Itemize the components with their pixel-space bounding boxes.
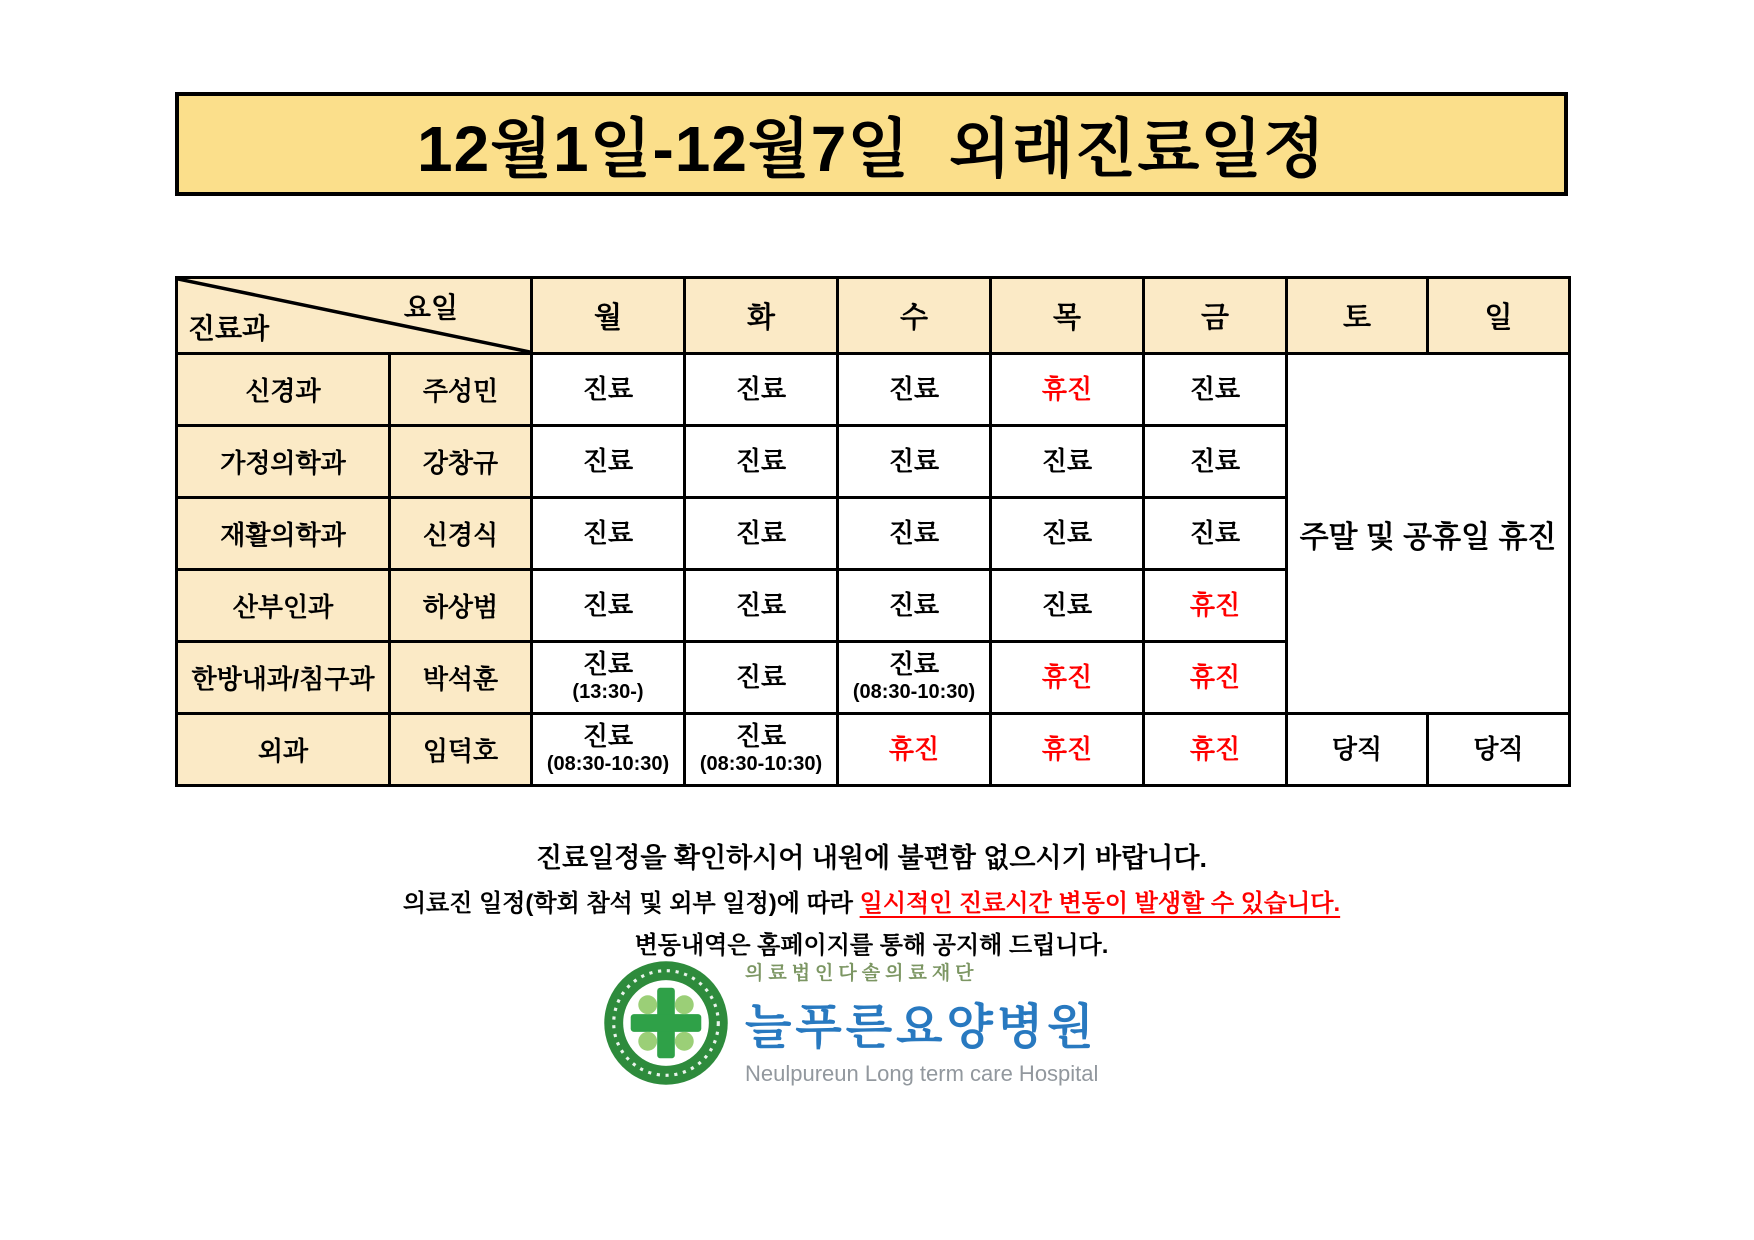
table-row: [177, 714, 1570, 786]
cell-status-text: 진료: [888, 517, 940, 548]
day-header-mon: 월: [532, 278, 685, 354]
cell-status-text: 진료: [735, 589, 787, 620]
cell-status-text: 진료: [582, 589, 634, 620]
schedule-cell: [532, 642, 685, 714]
cell-status-text: 진료: [582, 445, 634, 476]
schedule-table: [175, 276, 1571, 787]
cell-status-text: 진료: [735, 445, 787, 476]
cell-status-text: 휴진: [1189, 661, 1241, 692]
schedule-cell: [532, 426, 685, 498]
cell-status-text: 진료: [582, 721, 634, 752]
cell-status-text: 휴진: [1041, 661, 1093, 692]
schedule-cell: [991, 714, 1144, 786]
cell-status-text: 진료: [582, 373, 634, 404]
doctor-cell: 신경식: [390, 498, 532, 570]
day-header-tue: 화: [685, 278, 838, 354]
note-line-3: 변동내역은 홈페이지를 통해 공지해 드립니다.: [634, 932, 1109, 959]
schedule-cell: [838, 714, 991, 786]
schedule-cell: [1428, 714, 1570, 786]
note-line-2-highlight: 일시적인 진료시간 변동이 발생할 수 있습니다.: [859, 890, 1341, 917]
schedule-cell: [685, 642, 838, 714]
hospital-logo-text: [745, 958, 1098, 1087]
day-header-thu: 목: [991, 278, 1144, 354]
schedule-cell: [685, 426, 838, 498]
hospital-logo-emblem: [603, 960, 729, 1086]
cell-status-text: 진료: [582, 517, 634, 548]
schedule-cell: [991, 570, 1144, 642]
schedule-cell: [685, 498, 838, 570]
logo-english-name: Neulpureun Long term care Hospital: [745, 1061, 1099, 1086]
cell-status-text: 진료: [1189, 517, 1241, 548]
schedule-cell: [1144, 642, 1287, 714]
schedule-cell: [532, 714, 685, 786]
dept-cell: 신경과: [177, 354, 390, 426]
schedule-cell: [838, 642, 991, 714]
schedule-cell: [838, 498, 991, 570]
cell-time-text: (13:30-): [572, 680, 644, 703]
schedule-cell: [685, 570, 838, 642]
cell-status-text: 진료: [735, 721, 787, 752]
schedule-cell: [838, 354, 991, 426]
cell-time-text: (08:30-10:30): [546, 752, 670, 775]
table-header-row: [177, 278, 1570, 354]
schedule-cell: [991, 498, 1144, 570]
schedule-cell: [1144, 498, 1287, 570]
schedule-cell: [532, 354, 685, 426]
cell-status-text: 진료: [735, 373, 787, 404]
title-banner: [175, 92, 1568, 196]
note-line-1: 진료일정을 확인하시어 내원에 불편함 없으시기 바랍니다.: [536, 843, 1207, 873]
doctor-cell: 하상범: [390, 570, 532, 642]
day-header-wed: 수: [838, 278, 991, 354]
cell-time-text: (08:30-10:30): [852, 680, 976, 703]
note-line-2-prefix: 의료진 일정(학회 참석 및 외부 일정)에 따라: [402, 890, 860, 917]
green-cross-icon: [631, 987, 702, 1058]
schedule-cell: [1144, 354, 1287, 426]
cell-status-text: 진료: [582, 649, 634, 680]
schedule-cell: [991, 426, 1144, 498]
schedule-cell: [1144, 570, 1287, 642]
footer-notes: [175, 836, 1568, 960]
cell-status-text: 당직: [1473, 733, 1524, 764]
cell-status-text: 진료: [1041, 445, 1093, 476]
weekend-note-cell: 주말 및 공휴일 휴진: [1287, 354, 1570, 714]
cell-status-text: 휴진: [1041, 733, 1093, 764]
dept-cell: 가정의학과: [177, 426, 390, 498]
cell-status-text: 진료: [1189, 445, 1241, 476]
note-line-2: [175, 883, 1568, 918]
corner-cell: [177, 278, 532, 354]
cell-status-text: 진료: [888, 445, 940, 476]
doctor-cell: 주성민: [390, 354, 532, 426]
schedule-cell: [685, 714, 838, 786]
cell-status-text: 휴진: [1189, 733, 1241, 764]
schedule-cell: [532, 498, 685, 570]
cell-status-text: 진료: [1041, 589, 1093, 620]
schedule-cell: [991, 642, 1144, 714]
dept-cell: 재활의학과: [177, 498, 390, 570]
schedule-cell: [838, 570, 991, 642]
cell-status-text: 진료: [888, 373, 940, 404]
cell-status-text: 휴진: [1041, 373, 1093, 404]
logo-hospital-name: 늘푸른요양병원: [745, 1001, 1098, 1054]
doctor-cell: 박석훈: [390, 642, 532, 714]
day-header-sun: 일: [1428, 278, 1570, 354]
dept-cell: 산부인과: [177, 570, 390, 642]
cell-status-text: 당직: [1331, 733, 1383, 764]
logo-foundation-name: 의료법인다솔의료재단: [745, 963, 979, 984]
table-row: [177, 354, 1570, 426]
doctor-cell: 임덕호: [390, 714, 532, 786]
dept-cell: 한방내과/침구과: [177, 642, 390, 714]
day-header-sat: 토: [1287, 278, 1428, 354]
day-header-fri: 금: [1144, 278, 1287, 354]
cell-status-text: 진료: [1041, 517, 1093, 548]
cell-status-text: 휴진: [888, 733, 940, 764]
schedule-cell: [1287, 714, 1428, 786]
schedule-cell: [532, 570, 685, 642]
cell-status-text: 진료: [735, 661, 787, 692]
cell-status-text: 진료: [888, 649, 940, 680]
cell-time-text: (08:30-10:30): [699, 752, 823, 775]
cell-status-text: 진료: [1189, 373, 1241, 404]
schedule-cell: [838, 426, 991, 498]
hospital-logo: [603, 958, 1098, 1087]
cell-status-text: 진료: [888, 589, 940, 620]
corner-dept-label: 진료과: [188, 313, 270, 344]
schedule-cell: [685, 354, 838, 426]
doctor-cell: 강창규: [390, 426, 532, 498]
schedule-cell: [1144, 426, 1287, 498]
page-title: 12월1일-12월7일 외래진료일정: [417, 113, 1326, 185]
cell-status-text: 진료: [735, 517, 787, 548]
dept-cell: 외과: [177, 714, 390, 786]
corner-day-label: 요일: [403, 292, 458, 323]
schedule-cell: [991, 354, 1144, 426]
schedule-cell: [1144, 714, 1287, 786]
cell-status-text: 휴진: [1189, 589, 1241, 620]
